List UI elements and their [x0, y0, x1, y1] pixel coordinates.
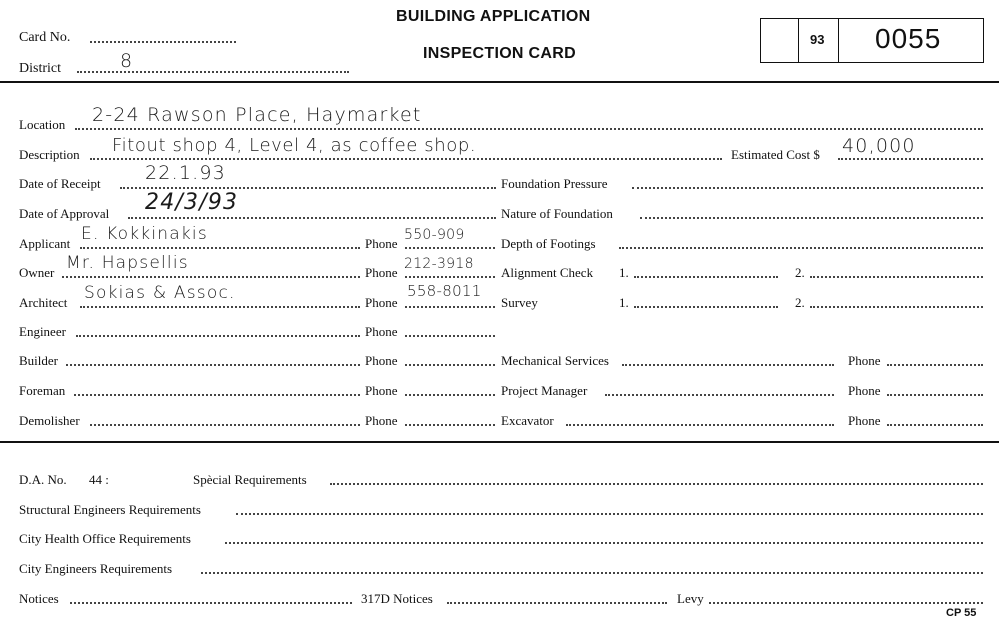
builder-dotted-line	[66, 364, 360, 366]
date-of-approval-value: 24/3/93	[145, 190, 239, 215]
alignment-check-2-dotted-line	[810, 276, 983, 278]
city-health-office-requirements-label: City Health Office Requirements	[19, 531, 191, 546]
mechanical-services-phone-dotted-line	[887, 364, 983, 366]
demolisher-dotted-line	[90, 424, 360, 426]
form-title-line1: BUILDING APPLICATION	[396, 8, 591, 25]
header-divider	[0, 81, 999, 83]
date-of-approval-dotted-line	[128, 217, 496, 219]
district-dotted-line	[77, 71, 349, 73]
card-no-dotted-line	[90, 41, 236, 43]
excavator-label: Excavator	[501, 413, 554, 428]
foreman-label: Foreman	[19, 383, 66, 398]
date-of-approval-label: Date of Approval	[19, 206, 110, 221]
architect-value: Sokias & Assoc.	[84, 283, 236, 303]
structural-engineers-requirements-label: Structural Engineers Requirements	[19, 502, 201, 517]
engineer-dotted-line	[76, 335, 360, 337]
project-manager-phone-dotted-line	[887, 394, 983, 396]
date-of-receipt-label: Date of Receipt	[19, 176, 101, 191]
survey-label: Survey	[501, 295, 538, 310]
applicant-value: E. Kokkinakis	[81, 224, 208, 244]
card-number-year: 93	[810, 32, 825, 47]
nature-of-foundation-dotted-line	[640, 217, 983, 219]
demolisher-phone-label: Phone	[365, 413, 398, 428]
survey-2-label: 2.	[795, 295, 805, 310]
card-no-label: Card No.	[19, 30, 71, 45]
excavator-phone-dotted-line	[887, 424, 983, 426]
levy-dotted-line	[709, 602, 983, 604]
owner-phone-dotted-line	[405, 276, 495, 278]
form-title-line2: INSPECTION CARD	[423, 45, 576, 62]
owner-phone-label: Phone	[365, 265, 398, 280]
depth-of-footings-dotted-line	[619, 247, 983, 249]
special-requirements-dotted-line	[330, 483, 983, 485]
survey-2-dotted-line	[810, 306, 983, 308]
city-health-dotted-line	[225, 542, 983, 544]
alignment-check-2-label: 2.	[795, 265, 805, 280]
notices-label: Notices	[19, 591, 59, 606]
notices-317d-dotted-line	[447, 602, 667, 604]
mechanical-services-phone-label: Phone	[848, 353, 881, 368]
levy-label: Levy	[677, 591, 704, 606]
foreman-phone-label: Phone	[365, 383, 398, 398]
date-of-receipt-dotted-line	[120, 187, 496, 189]
location-value: 2-24 Rawson Place, Haymarket	[92, 104, 422, 126]
project-manager-dotted-line	[605, 394, 834, 396]
project-manager-phone-label: Phone	[848, 383, 881, 398]
district-label: District	[19, 61, 61, 76]
builder-label: Builder	[19, 353, 58, 368]
notices-317d-label: 317D Notices	[361, 591, 433, 606]
estimated-cost-label: Estimated Cost $	[731, 147, 820, 162]
applicant-dotted-line	[80, 247, 360, 249]
owner-phone-value: 212-3918	[404, 256, 474, 272]
architect-phone-dotted-line	[405, 306, 495, 308]
survey-1-label: 1.	[619, 295, 629, 310]
alignment-check-1-dotted-line	[634, 276, 778, 278]
mechanical-services-dotted-line	[622, 364, 834, 366]
architect-dotted-line	[80, 306, 360, 308]
special-requirements-label: Spècial Requirements	[193, 472, 307, 487]
card-number-value: 0055	[875, 23, 942, 54]
estimated-cost-value: 40,000	[842, 135, 916, 157]
foundation-pressure-dotted-line	[632, 187, 983, 189]
owner-value: Mr. Hapsellis	[66, 253, 189, 273]
location-label: Location	[19, 117, 66, 132]
alignment-check-label: Alignment Check	[501, 265, 594, 280]
project-manager-label: Project Manager	[501, 383, 588, 398]
builder-phone-dotted-line	[405, 364, 495, 366]
district-value: 8	[120, 50, 134, 72]
demolisher-phone-dotted-line	[405, 424, 495, 426]
applicant-phone-value: 550-909	[404, 227, 465, 243]
foreman-dotted-line	[74, 394, 360, 396]
date-of-receipt-value: 22.1.93	[145, 162, 226, 184]
nature-of-foundation-label: Nature of Foundation	[501, 206, 613, 221]
architect-phone-label: Phone	[365, 295, 398, 310]
applicant-phone-dotted-line	[405, 247, 495, 249]
alignment-check-1-label: 1.	[619, 265, 629, 280]
architect-label: Architect	[19, 295, 68, 310]
location-dotted-line	[75, 128, 983, 130]
structural-engineers-dotted-line	[236, 513, 983, 515]
card-number-blank-cell	[761, 19, 799, 62]
foreman-phone-dotted-line	[405, 394, 495, 396]
survey-1-dotted-line	[634, 306, 778, 308]
da-no-label: D.A. No.	[19, 472, 67, 487]
demolisher-label: Demolisher	[19, 413, 80, 428]
builder-phone-label: Phone	[365, 353, 398, 368]
owner-dotted-line	[62, 276, 360, 278]
architect-phone-value: 558-8011	[407, 282, 482, 300]
applicant-label: Applicant	[19, 236, 71, 251]
engineer-phone-dotted-line	[405, 335, 495, 337]
description-dotted-line	[90, 158, 722, 160]
mechanical-services-label: Mechanical Services	[501, 353, 609, 368]
notices-dotted-line	[70, 602, 352, 604]
estimated-cost-dotted-line	[838, 158, 983, 160]
applicant-phone-label: Phone	[365, 236, 398, 251]
city-engineers-dotted-line	[201, 572, 983, 574]
excavator-phone-label: Phone	[848, 413, 881, 428]
engineer-label: Engineer	[19, 324, 66, 339]
depth-of-footings-label: Depth of Footings	[501, 236, 596, 251]
card-number-box	[760, 18, 984, 63]
foundation-pressure-label: Foundation Pressure	[501, 176, 608, 191]
footer-divider	[0, 441, 999, 443]
engineer-phone-label: Phone	[365, 324, 398, 339]
excavator-dotted-line	[566, 424, 834, 426]
owner-label: Owner	[19, 265, 55, 280]
da-no-value: 44 :	[89, 472, 109, 487]
description-value: Fitout shop 4, Level 4, as coffee shop.	[112, 135, 477, 156]
form-code: CP 55	[946, 607, 977, 619]
city-engineers-requirements-label: City Engineers Requirements	[19, 561, 173, 576]
description-label: Description	[19, 147, 80, 162]
